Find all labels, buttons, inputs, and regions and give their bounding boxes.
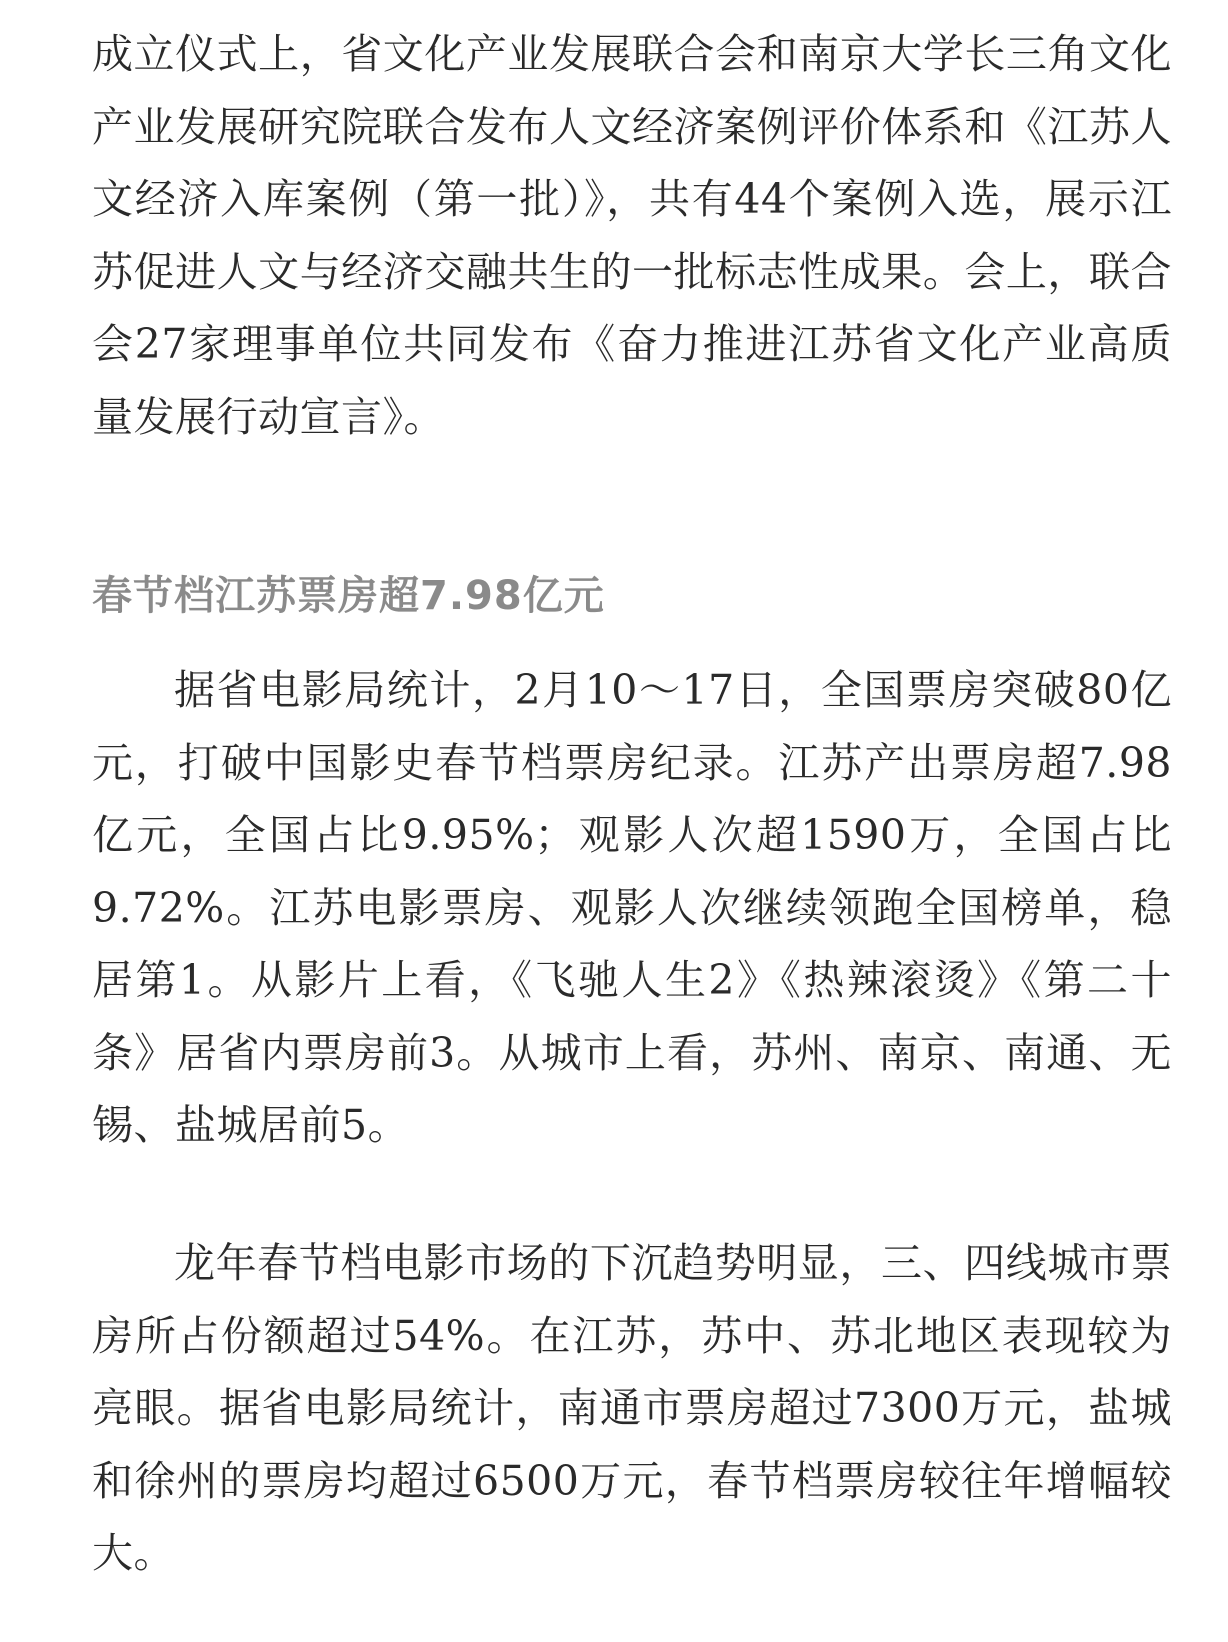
section-heading: 春节档江苏票房超7.98亿元	[92, 573, 605, 619]
market-trend-paragraph: 龙年春节档电影市场的下沉趋势明显，三、四线城市票房所占份额超过54%。在江苏，苏中、苏北地区表现较为亮眼。据省电影局统计，南通市票房超过7300万元，盐城和徐州的票房均超过6500万元，春节档票房较往年增幅较大。	[92, 1239, 1172, 1577]
intro-paragraph-block	[92, 18, 1172, 453]
intro-paragraph: 成立仪式上，省文化产业发展联合会和南京大学长三角文化产业发展研究院联合发布人文经济案例评价体系和《江苏人文经济入库案例（第一批）》，共有44个案例入选，展示江苏促进人文与经济交融共生的一批标志性成果。会上，联合会27家理事单位共同发布《奋力推进江苏省文化产业高质量发展行动宣言》。	[92, 30, 1172, 441]
market-trend-paragraph-block	[92, 1227, 1172, 1590]
box-office-paragraph-block	[92, 654, 1172, 1162]
box-office-paragraph: 据省电影局统计，2月10～17日，全国票房突破80亿元，打破中国影史春节档票房纪录。江苏产出票房超7.98亿元，全国占比9.95%；观影人次超1590万，全国占比9.72%。江苏电影票房、观影人次继续领跑全国榜单，稳居第1。从影片上看，《飞驰人生2》《热辣滚烫》《第二十条》居省内票房前3。从城市上看，苏州、南京、南通、无锡、盐城居前5。	[92, 666, 1172, 1149]
